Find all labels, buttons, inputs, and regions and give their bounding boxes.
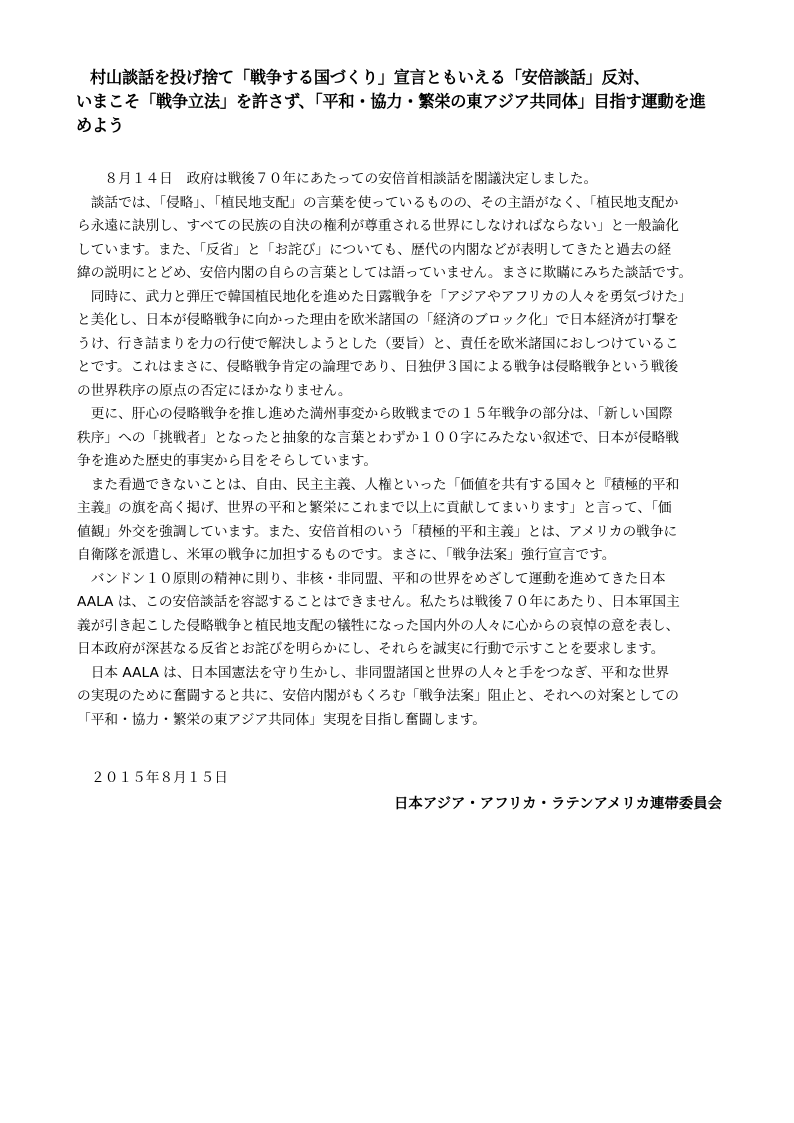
body-line: の世界秩序の原点の否定にほかなりません。 [77, 382, 352, 399]
body-line: 同時に、武力と弾圧で韓国植民地化を進めた日露戦争を「アジアやアフリカの人々を勇気づけた」 [77, 288, 692, 305]
body-line: 「平和・協力・繁栄の東アジア共同体」実現を目指し奮闘します。 [77, 711, 486, 728]
body-line: ８月１４日 政府は戦後７０年にあたっての安倍首相談話を閣議決定しました。 [77, 171, 598, 187]
document-title [76, 66, 744, 138]
body-line: 日本政府が深甚なる反省とお詫びを明らかにし、それらを誠実に行動で示すことを要求します。 [77, 641, 665, 657]
body-line: 義が引き起こした侵略戦争と植民地支配の犠牲になった国内外の人々に心からの哀悼の意を表し、 [77, 617, 680, 634]
body-line: 緯の説明にとどめ、安倍内閣の自らの言葉としては語っていません。まさに欺瞞にみちた談話です。 [77, 265, 693, 281]
body-line: うけ、行き詰まりを力の行使で解決しようとした（要旨）と、責任を欧米諸国におしつけているこ [77, 335, 679, 352]
signature: 日本アジア・アフリカ・ラテンアメリカ連帯委員会 [394, 796, 722, 812]
body-line: しています。また、「反省」と「お詫び」についても、歴代の内閣などが表明してきたと過去の経 [77, 241, 672, 258]
body-line: 自衛隊を派遣し、米軍の戦争に加担するものです。まさに、「戦争法案」強行宣言です。 [77, 547, 616, 563]
body-line: 更に、肝心の侵略戦争を推し進めた満州事変から敗戦までの１５年戦争の部分は、「新しい国際 [77, 406, 673, 422]
title-line: めよう [76, 116, 124, 135]
body-line: 秩序」への「挑戦者」となったと抽象的な言葉とわずか１００字にみたない叙述で、日本が侵略戦 [77, 429, 679, 446]
body-line: の実現のために奮闘すると共に、安倍内閣がもくろむ「戦争法案」阻止と、それへの対案としての [77, 688, 679, 704]
title-line: 村山談話を投げ捨て「戦争する国づくり」宣言ともいえる「安倍談話」反対、 [90, 68, 650, 87]
body-line: ら永遠に訣別し、すべての民族の自決の権利が尊重される世界にしなければならない」と一般論化 [77, 218, 679, 234]
document-body [77, 168, 727, 732]
body-line: バンドン１０原則の精神に則り、非核・非同盟、平和の世界をめざして運動を進めてきた日本 [77, 570, 666, 587]
body-line: AALA は、この安倍談話を容認することはできません。私たちは戦後７０年にあたり、日本軍国主 [77, 594, 680, 610]
body-line: 談話では、「侵略」、「植民地支配」の言葉を使っているものの、その主語がなく、「植民地支配か [77, 194, 679, 211]
body-line: と美化し、日本が侵略戦争に向かった理由を欧米諸国の「経済のブロック化」で日本経済が打撃を [77, 312, 679, 328]
body-line: 値観」外交を強調しています。また、安倍首相のいう「積極的平和主義」とは、アメリカの戦争に [77, 523, 678, 540]
title-line: いまこそ「戦争立法」を許さず、「平和・協力・繁栄の東アジア共同体」目指す運動を進 [76, 92, 706, 111]
body-line: 日本 AALA は、日本国憲法を守り生かし、非同盟諸国と世界の人々と手をつなぎ、平和な世界 [77, 664, 670, 681]
body-line: 争を進めた歴史的事実から目をそらしています。 [77, 453, 378, 469]
body-line: とです。これはまさに、侵略戦争肯定の論理であり、日独伊３国による戦争は侵略戦争という戦後 [77, 359, 679, 375]
body-line: 主義』の旗を高く掲げ、世界の平和と繁栄にこれまで以上に貢献してまいります」と言って、「価 [77, 500, 672, 516]
body-line: また看過できないことは、自由、民主主義、人権といった「価値を共有する国々と『積極的平和 [77, 476, 680, 493]
document-date: ２０１５年８月１５日 [91, 770, 228, 786]
